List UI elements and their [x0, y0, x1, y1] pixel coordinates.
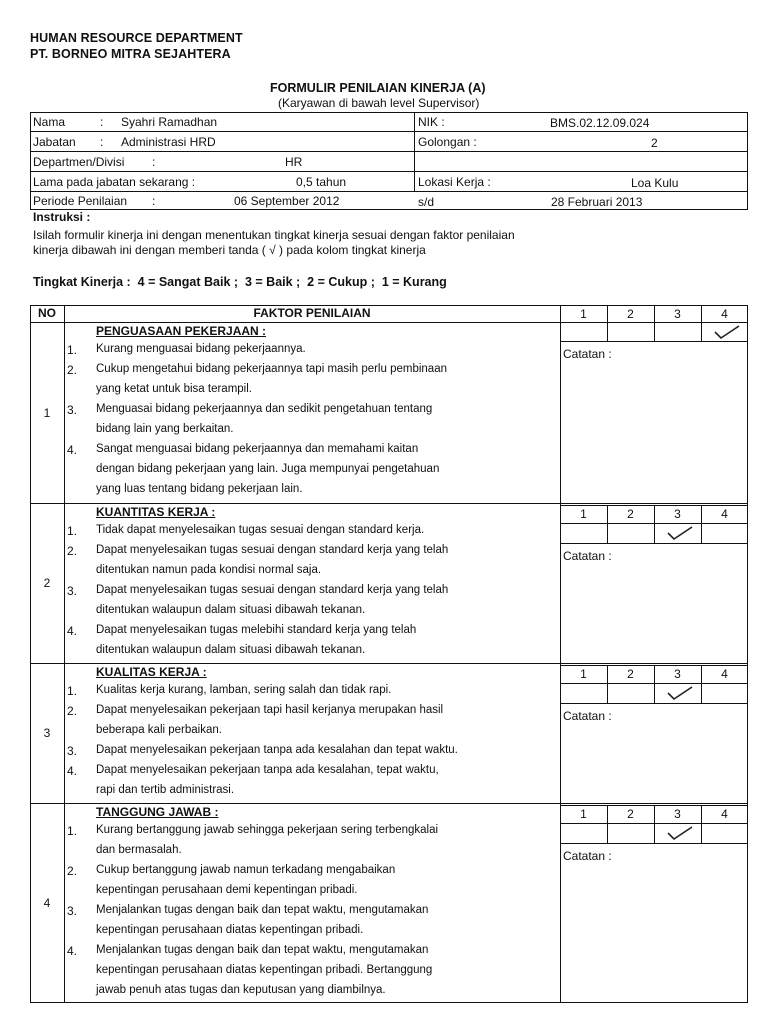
item-text: rapi dan tertib administrasi.	[96, 784, 235, 796]
item-text: Dapat menyelesaikan pekerjaan tapi hasil kerjanya merupakan hasil	[96, 704, 444, 716]
form-subtitle: (Karyawan di bawah level Supervisor)	[278, 96, 480, 110]
division-label: Departmen/Divisi	[33, 155, 125, 169]
period-label: Periode Penilaian	[33, 194, 128, 208]
item-number: 2.	[67, 544, 78, 558]
item-number: 1.	[67, 824, 78, 838]
item-text: beberapa kali perbaikan.	[96, 724, 222, 736]
rating-label-1: 1	[580, 807, 587, 821]
column-header-no: NO	[38, 306, 56, 320]
section-divider	[30, 803, 748, 804]
location-value: Loa Kulu	[631, 176, 679, 190]
rating-row-divider	[560, 341, 748, 342]
item-number: 3.	[67, 403, 78, 417]
section-number: 4	[43, 896, 51, 910]
position-label: Jabatan	[33, 135, 76, 149]
rating-label-4: 4	[721, 667, 728, 681]
department-name: HUMAN RESOURCE DEPARTMENT	[30, 31, 243, 45]
division-colon: :	[152, 155, 156, 169]
item-text: bidang lain yang berkaitan.	[96, 423, 234, 435]
rating-label-4: 4	[721, 807, 728, 821]
item-text: kepentingan perusahaan diatas kepentingan pribadi. Bertanggung	[96, 964, 433, 976]
position-colon: :	[100, 135, 104, 149]
section-divider	[30, 503, 748, 504]
item-text: Sangat menguasai bidang pekerjaannya dan memahami kaitan	[96, 443, 419, 455]
nik-label: NIK :	[418, 115, 445, 129]
item-text: Kurang menguasai bidang pekerjaannya.	[96, 343, 306, 355]
item-text: Tidak dapat menyelesaikan tugas sesuai dengan standard kerja.	[96, 524, 425, 536]
section-title: KUALITAS KERJA :	[96, 665, 207, 679]
division-value: HR	[285, 155, 303, 169]
item-number: 2.	[67, 704, 78, 718]
rating-scale: Tingkat Kinerja : 4 = Sangat Baik ; 3 = Baik ; 2 = Cukup ; 1 = Kurang	[33, 275, 447, 289]
check-mark-icon	[665, 684, 695, 702]
item-text: Cukup mengetahui bidang pekerjaannya tapi masih perlu pembinaan	[96, 363, 447, 375]
period-start: 06 September 2012	[234, 194, 340, 208]
rating-label-3: 3	[674, 667, 681, 681]
item-text: ditentukan namun pada kondisi normal saja.	[96, 564, 322, 576]
notes-label: Catatan :	[563, 549, 612, 563]
item-number: 1.	[67, 524, 78, 538]
check-mark-icon	[665, 524, 695, 542]
rating-row-divider	[560, 543, 748, 544]
rating-label-2: 2	[627, 667, 634, 681]
rating-label-4: 4	[721, 507, 728, 521]
item-text: Kualitas kerja kurang, lamban, sering salah dan tidak rapi.	[96, 684, 392, 696]
rating-column-divider	[560, 322, 561, 503]
rating-label-3: 3	[674, 507, 681, 521]
item-text: dan bermasalah.	[96, 844, 182, 856]
item-text: Dapat menyelesaikan tugas melebihi standard kerja yang telah	[96, 624, 417, 636]
item-number: 4.	[67, 443, 78, 457]
instructions-line-2: kinerja dibawah ini dengan memberi tanda ( √ ) pada kolom tingkat kinerja	[33, 243, 426, 257]
name-label: Nama	[33, 115, 66, 129]
item-text: Cukup bertanggung jawab namun terkadang mengabaikan	[96, 864, 396, 876]
item-text: dengan bidang pekerjaan yang lain. Juga mempunyai pengetahuan	[96, 463, 440, 475]
item-number: 1.	[67, 343, 78, 357]
section-divider	[30, 663, 748, 664]
section-title: TANGGUNG JAWAB :	[96, 805, 219, 819]
section-number: 2	[43, 576, 51, 590]
item-text: Menguasai bidang pekerjaannya dan sedikit pengetahuan tentang	[96, 403, 433, 415]
rating-label-3: 3	[674, 807, 681, 821]
form-title: FORMULIR PENILAIAN KINERJA (A)	[270, 81, 486, 95]
rating-column-divider	[560, 663, 561, 803]
item-number: 2.	[67, 363, 78, 377]
item-number: 1.	[67, 684, 78, 698]
item-number: 2.	[67, 864, 78, 878]
rating-label-2: 2	[627, 307, 634, 321]
section-title: PENGUASAAN PEKERJAAN :	[96, 324, 267, 338]
item-text: kepentingan perusahaan demi kepentingan pribadi.	[96, 884, 358, 896]
item-text: Menjalankan tugas dengan baik dan tepat waktu, mengutamakan	[96, 944, 429, 956]
item-number: 4.	[67, 764, 78, 778]
rating-label-3: 3	[674, 307, 681, 321]
tenure-label: Lama pada jabatan sekarang :	[33, 175, 196, 189]
item-text: Dapat menyelesaikan pekerjaan tanpa ada kesalahan dan tepat waktu.	[96, 744, 458, 756]
item-number: 3.	[67, 904, 78, 918]
period-end: 28 Februari 2013	[551, 195, 643, 209]
rating-label-1: 1	[580, 667, 587, 681]
rating-label-1: 1	[580, 507, 587, 521]
section-number: 1	[43, 405, 51, 420]
rating-column-divider	[560, 803, 561, 1003]
item-text: Dapat menyelesaikan pekerjaan tanpa ada kesalahan, tepat waktu,	[96, 764, 439, 776]
notes-label: Catatan :	[563, 849, 612, 863]
item-number: 3.	[67, 744, 78, 758]
company-name: PT. BORNEO MITRA SEJAHTERA	[30, 47, 231, 61]
rating-row-divider	[560, 843, 748, 844]
check-mark-icon	[712, 323, 742, 341]
column-header-factor: FAKTOR PENILAIAN	[253, 306, 371, 320]
name-value: Syahri Ramadhan	[121, 115, 218, 129]
item-text: yang ketat untuk bisa terampil.	[96, 383, 252, 395]
grade-value: 2	[651, 136, 658, 150]
rating-label-4: 4	[721, 307, 728, 321]
notes-label: Catatan :	[563, 709, 612, 723]
item-text: ditentukan walaupun dalam situasi dibawah tekanan.	[96, 604, 366, 616]
tenure-value: 0,5 tahun	[296, 175, 347, 189]
no-column-divider	[64, 305, 65, 1003]
item-text: kepentingan perusahaan diatas kepentingan pribadi.	[96, 924, 364, 936]
item-text: Kurang bertanggung jawab sehingga pekerjaan sering terbengkalai	[96, 824, 439, 836]
location-label: Lokasi Kerja :	[418, 175, 491, 189]
grade-label: Golongan :	[418, 135, 477, 149]
item-text: Dapat menyelesaikan tugas sesuai dengan standard kerja yang telah	[96, 544, 449, 556]
name-colon: :	[100, 115, 104, 129]
item-text: yang luas tentang bidang pekerjaan lain.	[96, 483, 303, 495]
check-mark-icon	[665, 824, 695, 842]
period-colon: :	[152, 194, 156, 208]
nik-value: BMS.02.12.09.024	[550, 116, 650, 130]
item-number: 4.	[67, 944, 78, 958]
item-text: Menjalankan tugas dengan baik dan tepat waktu, mengutamakan	[96, 904, 429, 916]
item-text: Dapat menyelesaikan tugas sesuai dengan standard kerja yang telah	[96, 584, 449, 596]
rating-column-divider	[560, 503, 561, 663]
instructions-line-1: Isilah formulir kinerja ini dengan menentukan tingkat kinerja sesuai dengan faktor penilaian	[33, 228, 515, 242]
rating-row-divider	[560, 703, 748, 704]
position-value: Administrasi HRD	[121, 135, 216, 149]
notes-label: Catatan :	[563, 347, 612, 361]
item-text: ditentukan walaupun dalam situasi dibawah tekanan.	[96, 644, 366, 656]
item-number: 4.	[67, 624, 78, 638]
item-number: 3.	[67, 584, 78, 598]
rating-label-1: 1	[580, 307, 587, 321]
instructions-label: Instruksi :	[33, 210, 91, 224]
period-separator: s/d	[418, 195, 435, 209]
section-title: KUANTITAS KERJA :	[96, 505, 216, 519]
rating-label-2: 2	[627, 507, 634, 521]
section-number: 3	[43, 726, 51, 740]
item-text: jawab penuh atas tugas dan keputusan yang diambilnya.	[96, 984, 386, 996]
rating-label-2: 2	[627, 807, 634, 821]
